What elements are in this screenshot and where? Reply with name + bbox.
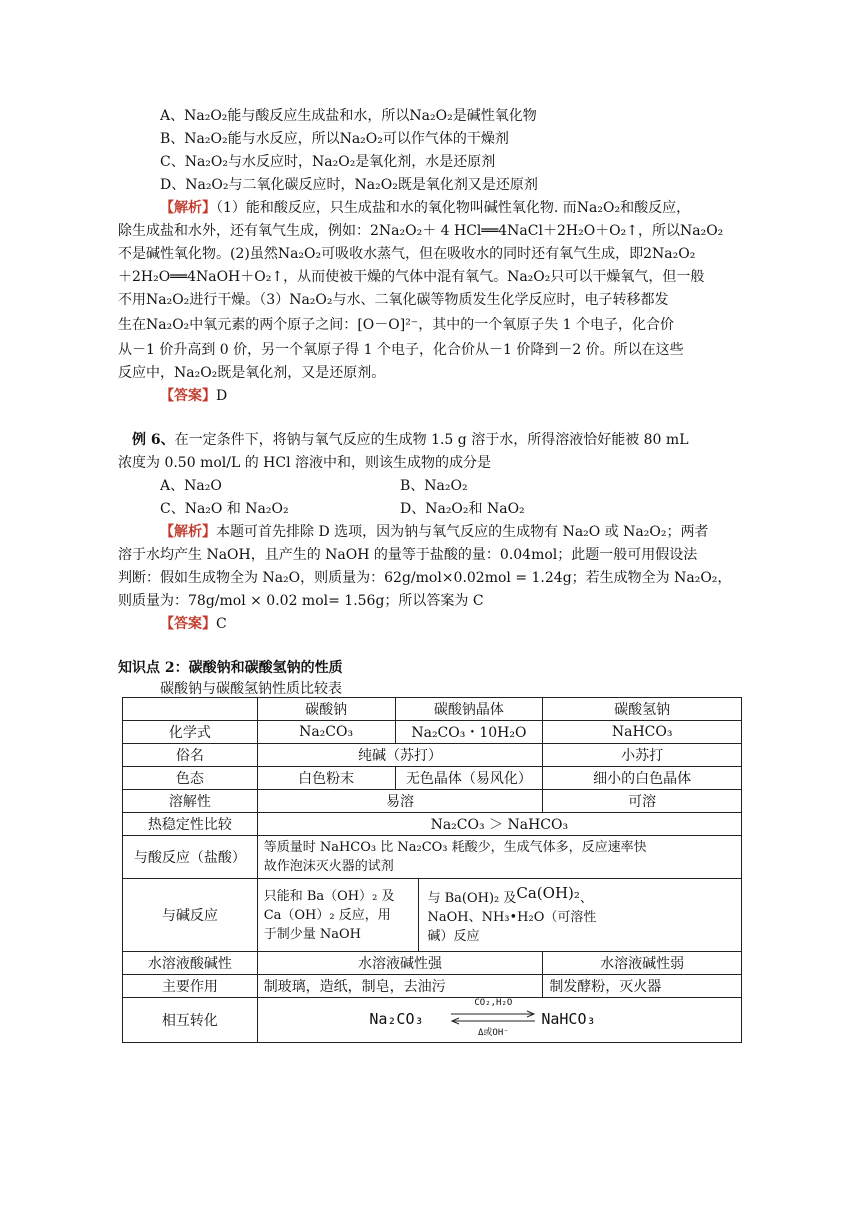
section-title: 知识点 2：碳酸钠和碳酸氢钠的性质 [118, 660, 343, 676]
example6-option-b: B、Na₂O₂ [400, 478, 468, 494]
table-cell: 制玻璃，造纸，制皂，去油污 [257, 975, 543, 998]
table-cell: 水溶液碱性强 [257, 952, 543, 975]
analysis-tag: 【解析】 [160, 200, 216, 216]
table-row [123, 744, 742, 767]
comparison-table [122, 697, 742, 1043]
analysis6-line1 [160, 522, 708, 542]
example6-line1 [132, 430, 689, 450]
acid-text2: 故作泡沫灭火器的试剂 [263, 859, 394, 874]
table-cell: 小苏打 [543, 744, 742, 767]
table-cell: 无色晶体（易风化） [395, 767, 543, 790]
table-cell: 细小的白色晶体 [543, 767, 742, 790]
conversion-bottom-label: Δ或OH⁻ [478, 1028, 509, 1038]
analysis5-line1 [160, 198, 690, 218]
row-label: 热稳定性比较 [123, 813, 258, 836]
table-row [123, 952, 742, 975]
answer5-value: D [216, 388, 228, 404]
row-label: 与碱反应 [123, 879, 258, 952]
table-cell [257, 836, 741, 879]
conversion-top-label: CO₂,H₂O [474, 998, 513, 1008]
analysis5-text6b: ，其中的一个氧原子失 1 个电子，化合价 [418, 317, 675, 333]
answer6-value: C [216, 616, 227, 632]
base-text3a [427, 884, 735, 908]
table-cell: 白色粉末 [257, 767, 395, 790]
analysis5-line7: 从－1 价升高到 0 价，另一个氧原子得 1 个电子，化合价从－1 价降到－2 价。所以在这些 [118, 342, 684, 358]
table-cell: 制发酵粉，灭火器 [543, 975, 742, 998]
option-a: A、Na₂O₂能与酸反应生成盐和水，所以Na₂O₂是碱性氧化物 [160, 108, 537, 124]
table-caption: 碳酸钠与碳酸氢钠性质比较表 [160, 681, 342, 697]
equilibrium-arrows-icon [449, 1010, 537, 1026]
analysis5-text1: （1）能和酸反应，只生成盐和水的氧化物叫碱性氧化物. 而Na₂O₂和酸反应， [216, 200, 691, 216]
base-text1b: 于制少量 NaOH [263, 926, 361, 942]
row-label: 水溶液酸碱性 [123, 952, 258, 975]
example6-option-c: C、Na₂O 和 Na₂O₂ [160, 501, 289, 517]
analysis-tag: 【解析】 [160, 524, 216, 540]
option-d: D、Na₂O₂与二氧化碳反应时，Na₂O₂既是氧化剂又是还原剂 [160, 177, 538, 193]
option-b: B、Na₂O₂能与水反应，所以Na₂O₂可以作气体的干燥剂 [160, 131, 509, 147]
table-row [123, 813, 742, 836]
table-cell: 易溶 [257, 790, 543, 813]
row-label: 化学式 [123, 721, 258, 744]
table-row [123, 998, 742, 1043]
table-header: 碳酸钠晶体 [395, 698, 543, 721]
table-cell: Na₂CO₃・10H₂O [395, 721, 543, 744]
table-row [123, 975, 742, 998]
table-row [123, 836, 742, 879]
table-row [123, 721, 742, 744]
caoh2-formula: Ca(OH)₂ [516, 884, 580, 902]
analysis5-line5: 不用Na₂O₂进行干燥。（3）Na₂O₂与水、二氧化碳等物质发生化学反应时，电子转移都发 [118, 292, 669, 308]
table-header: 碳酸钠 [257, 698, 395, 721]
option-c: C、Na₂O₂与水反应时，Na₂O₂是氧化剂，水是还原剂 [160, 154, 496, 170]
table-cell [419, 879, 742, 952]
base-text3a-part: 与 Ba(OH)₂ 及 [427, 891, 517, 906]
table-cell [257, 879, 419, 952]
table-cell [257, 998, 741, 1043]
analysis5-line3: 不是碱性氧化物。(2)虽然Na₂O₂可吸收水蒸气，但在吸收水的同时还有氧气生成，即2Na₂O₂ [118, 246, 696, 262]
table-cell: Na₂CO₃ ＞ NaHCO₃ [257, 813, 741, 836]
table-row [123, 879, 742, 952]
analysis5-line6 [118, 315, 674, 335]
row-label: 俗名 [123, 744, 258, 767]
analysis6-line4: 则质量为：78g/mol × 0.02 mol= 1.56g；所以答案为 C [118, 593, 484, 609]
table-cell: 纯碱（苏打） [257, 744, 543, 767]
peroxide-formula: [O－O]²⁻ [357, 317, 419, 333]
table-header: 碳酸氢钠 [543, 698, 742, 721]
analysis6-line3: 判断：假如生成物全为 Na₂O，则质量为：62g/mol×0.02mol = 1.24g；若生成物全为 Na₂O₂， [118, 570, 732, 586]
answer6 [160, 614, 227, 634]
base-text3b: NaOH、NH₃•H₂O（可溶性 [427, 910, 597, 925]
conversion-diagram [369, 998, 629, 1038]
table-cell [123, 698, 258, 721]
example6-option-d: D、Na₂O₂和 NaO₂ [400, 501, 525, 517]
answer-tag: 【答案】 [160, 616, 216, 632]
row-label: 相互转化 [123, 998, 258, 1043]
table-cell: 水溶液碱性弱 [543, 952, 742, 975]
example6-text1: 在一定条件下，将钠与氧气反应的生成物 1.5 g 溶于水，所得溶液恰好能被 80 mL [174, 432, 689, 448]
analysis6-line2: 溶于水均产生 NaOH，且产生的 NaOH 的量等于盐酸的量：0.04mol；此题一般可用假设法 [118, 547, 698, 563]
table-cell: Na₂CO₃ [257, 721, 395, 744]
table-cell: 可溶 [543, 790, 742, 813]
row-label: 色态 [123, 767, 258, 790]
example6-label: 例 6、 [132, 432, 175, 448]
acid-text1: 等质量时 NaHCO₃ 比 Na₂CO₃ 耗酸少，生成气体多，反应速率快 [263, 840, 647, 855]
analysis6-text1: 本题可首先排除 D 选项，因为钠与氧气反应的生成物有 Na₂O 或 Na₂O₂；两者 [216, 524, 709, 540]
conversion-right: NaHCO₃ [541, 1010, 596, 1028]
row-label: 主要作用 [123, 975, 258, 998]
analysis5-line2: 除生成盐和水外，还有氧气生成，例如：2Na₂O₂＋ 4 HCl══4NaCl＋2H₂O＋O₂↑，所以Na₂O₂ [118, 223, 724, 239]
analysis5-text6a: 生在Na₂O₂中氧元素的两个原子之间： [118, 317, 358, 333]
row-label: 溶解性 [123, 790, 258, 813]
table-row [123, 767, 742, 790]
table-row [123, 790, 742, 813]
row-label: 与酸反应（盐酸） [123, 836, 258, 879]
answer5 [160, 386, 227, 406]
example6-line2: 浓度为 0.50 mol/L 的 HCl 溶液中和，则该生成物的成分是 [118, 455, 492, 471]
table-row [123, 698, 742, 721]
example6-option-a: A、Na₂O [160, 478, 222, 494]
analysis5-line4: ＋2H₂O══4NaOH＋O₂↑，从而使被干燥的气体中混有氧气。Na₂O₂只可以干燥氧气，但一般 [118, 269, 705, 285]
base-text1a: 只能和 Ba（OH）₂ 及 Ca（OH）₂ 反应，用 [263, 888, 395, 923]
answer-tag: 【答案】 [160, 388, 216, 404]
table-cell: NaHCO₃ [543, 721, 742, 744]
base-text3c: 碱）反应 [427, 929, 480, 944]
conversion-left: Na₂CO₃ [369, 1010, 424, 1028]
base-text3-sep: 、 [579, 891, 593, 906]
analysis5-line8: 反应中，Na₂O₂既是氧化剂，又是还原剂。 [118, 365, 386, 381]
